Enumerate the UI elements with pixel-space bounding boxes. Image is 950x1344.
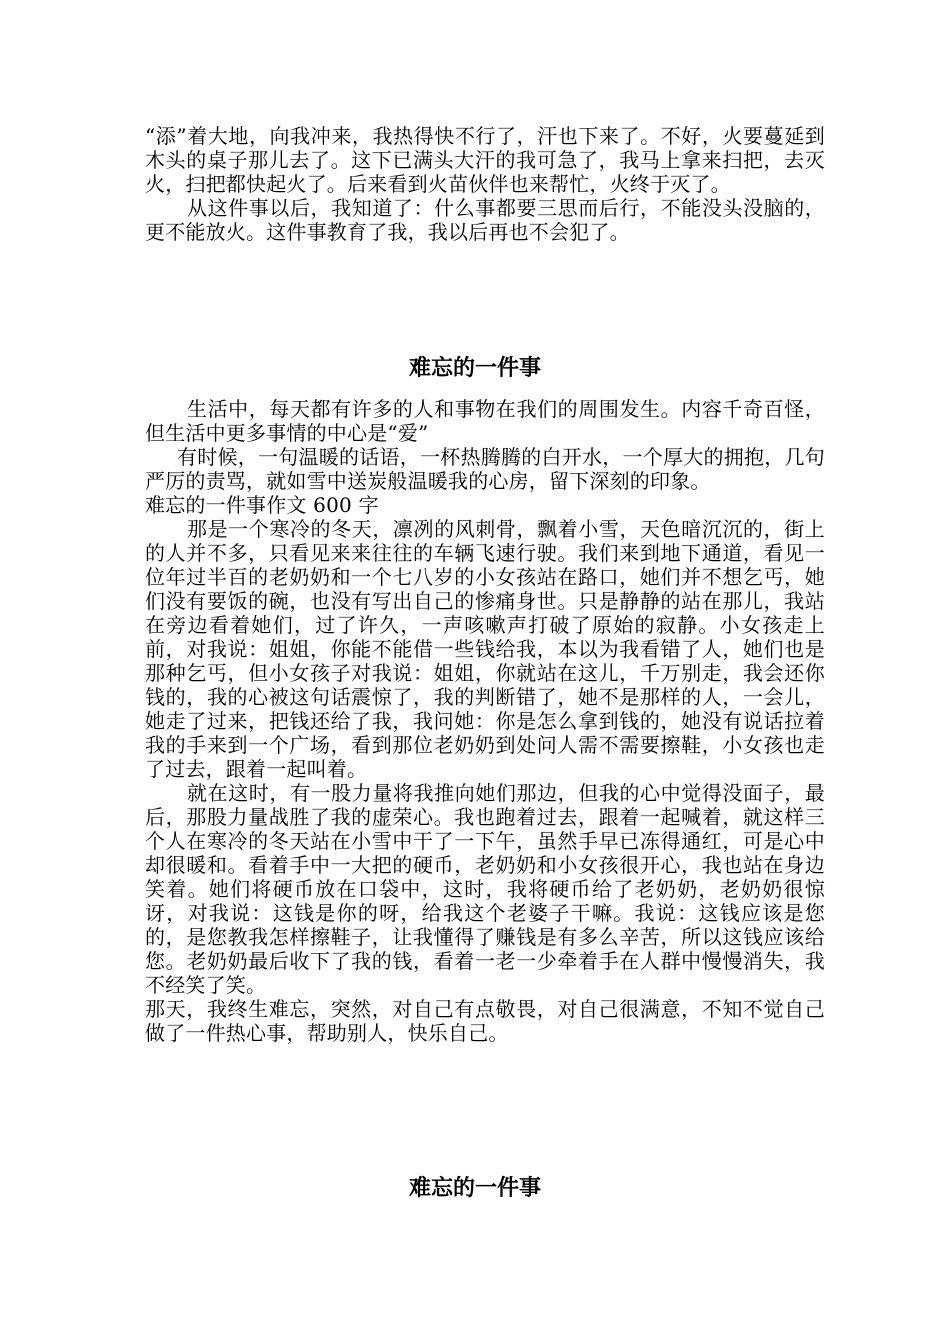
paragraph-conclusion: 那天，我终生难忘，突然，对自己有点敬畏，对自己很满意，不知不觉自己做了一件热心事，帮助别人，快乐自己。 [145,997,825,1045]
paragraph-warmth: 有时候，一句温暖的话语，一杯热腾腾的白开水，一个厚大的拥抱，几句严厉的责骂，就如雪中送炭般温暖我的心房，留下深刻的印象。 [145,445,825,493]
paragraph-fire-story: “添”着大地，向我冲来，我热得快不行了，汗也下来了。不好，火要蔓延到木头的桌子那儿去了。这下已满头大汗的我可急了，我马上拿来扫把，去灭火，扫把都快起火了。后来看到火苗伙伴也来帮忙，火终于灭了。 [145,124,825,196]
paragraph-intro: 生活中，每天都有许多的人和事物在我们的周围发生。内容千奇百怪，但生活中更多事情的中心是“爱” [145,397,825,445]
essay-body [145,397,825,1045]
previous-essay-ending [145,124,825,244]
paragraph-subtitle-line: 难忘的一件事作文 600 字 [145,493,379,517]
paragraph-helping: 就在这时，有一股力量将我推向她们那边，但我的心中觉得没面子，最后，那股力量战胜了我的虚荣心。我也跑着过去，跟着一起喊着，就这样三个人在寒冷的冬天站在小雪中干了一下午，虽然手早已冻得通红，可是心中却很暖和。看着手中一大把的硬币，老奶奶和小女孩很开心，我也站在身边笑着。她们将硬币放在口袋中，这时，我将硬币给了老奶奶，老奶奶很惊讶，对我说：这钱是你的呀，给我这个老婆子干嘛。我说：这钱应该是您的，是您教我怎样擦鞋子，让我懂得了赚钱是有多么辛苦，所以这钱应该给您。老奶奶最后收下了我的钱，看着一老一少牵着手在人群中慢慢消失，我不经笑了笑。 [145,781,825,997]
paragraph-winter-story: 那是一个寒冷的冬天，凛冽的风刺骨，飘着小雪，天色暗沉沉的，街上的人并不多，只看见来来往往的车辆飞速行驶。我们来到地下通道，看见一位年过半百的老奶奶和一个七八岁的小女孩站在路口，她们并不想乞丐，她们没有要饭的碗，也没有写出自己的惨痛身世。只是静静的站在那儿，我站在旁边看着她们，过了许久，一声咳嗽声打破了原始的寂静。小女孩走上前，对我说：姐姐，你能不能借一些钱给我，本以为我看错了人，她们也是那种乞丐，但小女孩子对我说：姐姐，你就站在这儿，千万别走，我会还你钱的，我的心被这句话震惊了，我的判断错了，她不是那样的人，一会儿，她走了过来，把钱还给了我，我问她：你是怎么拿到钱的，她没有说话拉着我的手来到一个广场，看到那位老奶奶到处问人需不需要擦鞋，小女孩也走了过去，跟着一起叫着。 [145,517,825,781]
essay-title: 难忘的一件事 [408,355,541,381]
paragraph-lesson-learned: 从这件事以后，我知道了：什么事都要三思而后行，不能没头没脑的，更不能放火。这件事教育了我，我以后再也不会犯了。 [145,196,825,244]
next-essay-title: 难忘的一件事 [408,1175,541,1201]
